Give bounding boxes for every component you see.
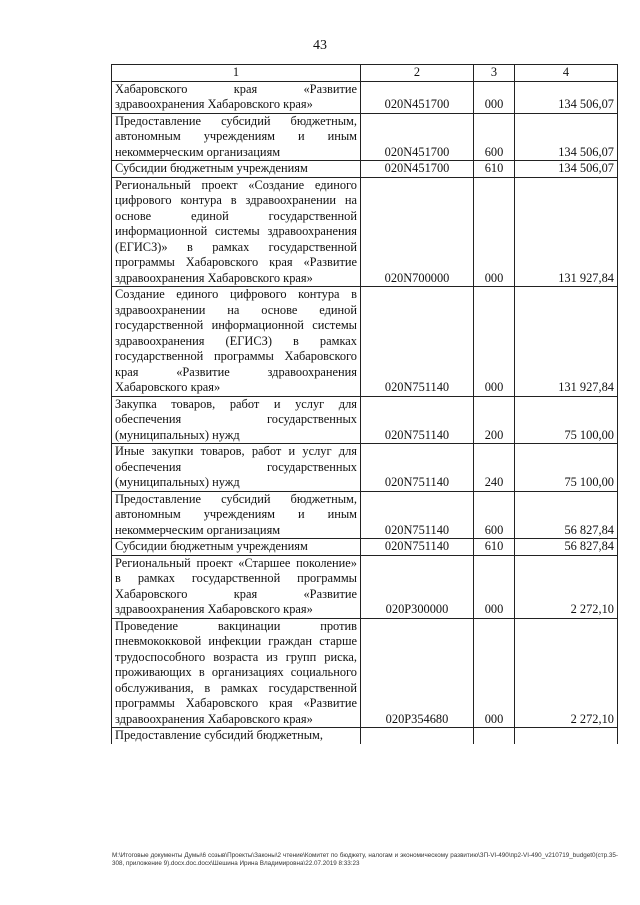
row-code: 020N700000 <box>361 177 474 287</box>
row-amount: 131 927,84 <box>515 177 618 287</box>
table-row <box>112 491 618 539</box>
table-row <box>112 81 618 113</box>
row-expense-type: 000 <box>474 618 515 728</box>
row-expense-type: 600 <box>474 491 515 539</box>
row-name: Проведение вакцинации против пневмококковой инфекции граждан старше трудоспособного возраста из групп риска, проживающих в организациях социального обслуживания, в рамках государственной программы Хабаровского края «Развитие здравоохранения Хабаровского края» <box>112 618 361 728</box>
row-expense-type: 240 <box>474 444 515 492</box>
row-name: Предоставление субсидий бюджетным, <box>112 728 361 744</box>
row-code: 020N751140 <box>361 491 474 539</box>
table-row-partial <box>112 728 618 744</box>
row-expense-type: 610 <box>474 161 515 178</box>
row-amount: 56 827,84 <box>515 539 618 556</box>
row-amount: 134 506,07 <box>515 113 618 161</box>
row-code: 020N751140 <box>361 539 474 556</box>
row-name: Субсидии бюджетным учреждениям <box>112 539 361 556</box>
row-name: Региональный проект «Создание единого цифрового контура в здравоохранении на основе единой государственной информационной системы здравоохранения (ЕГИСЗ)» в рамках государственной программы Хабаровского края «Развитие здравоохранения Хабаровского края» <box>112 177 361 287</box>
table-row <box>112 177 618 287</box>
row-code: 020N451700 <box>361 81 474 113</box>
row-amount: 75 100,00 <box>515 396 618 444</box>
row-name: Иные закупки товаров, работ и услуг для обеспечения государственных (муниципальных) нужд <box>112 444 361 492</box>
row-amount: 134 506,07 <box>515 161 618 178</box>
table-row <box>112 396 618 444</box>
row-expense-type: 610 <box>474 539 515 556</box>
budget-table <box>111 64 618 744</box>
row-code: 020N751140 <box>361 444 474 492</box>
row-amount: 131 927,84 <box>515 287 618 397</box>
row-expense-type: 600 <box>474 113 515 161</box>
row-expense-type: 000 <box>474 287 515 397</box>
row-name: Закупка товаров, работ и услуг для обеспечения государственных (муниципальных) нужд <box>112 396 361 444</box>
table-row <box>112 113 618 161</box>
row-code: 020N751140 <box>361 396 474 444</box>
row-expense-type: 000 <box>474 177 515 287</box>
table-row <box>112 555 618 618</box>
table-row <box>112 539 618 556</box>
row-amount: 56 827,84 <box>515 491 618 539</box>
header-col-1: 1 <box>112 65 361 82</box>
file-path-footer: M:\Итоговые документы Думы\6 созыв\Проекты\Законы\2 чтение\Комитет по бюджету, налогам и экономическому развитию\ЗП-VI-490\пр2-VI-490_v210719_budget0(стр.35-308, приложение 9).docx.doc.docx\Шешина Ирина Владимировна\22.07.2019 8:33:23 <box>112 852 618 867</box>
row-code: 020P300000 <box>361 555 474 618</box>
row-expense-type: 000 <box>474 81 515 113</box>
row-code: 020N451700 <box>361 113 474 161</box>
table-row <box>112 287 618 397</box>
row-amount: 2 272,10 <box>515 618 618 728</box>
row-code: 020N451700 <box>361 161 474 178</box>
table-row <box>112 444 618 492</box>
row-amount: 75 100,00 <box>515 444 618 492</box>
page-number: 43 <box>313 38 327 53</box>
row-name: Хабаровского края «Развитие здравоохранения Хабаровского края» <box>112 81 361 113</box>
empty-cell <box>474 728 515 744</box>
table-header-row <box>112 65 618 82</box>
empty-cell <box>361 728 474 744</box>
table-row <box>112 161 618 178</box>
row-name: Предоставление субсидий бюджетным, автономным учреждениям и иным некоммерческим организациям <box>112 113 361 161</box>
row-expense-type: 200 <box>474 396 515 444</box>
empty-cell <box>515 728 618 744</box>
table-row <box>112 618 618 728</box>
row-code: 020N751140 <box>361 287 474 397</box>
row-name: Субсидии бюджетным учреждениям <box>112 161 361 178</box>
header-col-3: 3 <box>474 65 515 82</box>
row-name: Региональный проект «Старшее поколение» в рамках государственной программы Хабаровского края «Развитие здравоохранения Хабаровского края» <box>112 555 361 618</box>
row-amount: 2 272,10 <box>515 555 618 618</box>
header-col-4: 4 <box>515 65 618 82</box>
row-name: Создание единого цифрового контура в здравоохранении на основе единой государственной информационной системы здравоохранения (ЕГИСЗ) в рамках государственной программы Хабаровского края «Развитие здравоохранения Хабаровского края» <box>112 287 361 397</box>
row-expense-type: 000 <box>474 555 515 618</box>
header-col-2: 2 <box>361 65 474 82</box>
row-name: Предоставление субсидий бюджетным, автономным учреждениям и иным некоммерческим организациям <box>112 491 361 539</box>
row-amount: 134 506,07 <box>515 81 618 113</box>
row-code: 020P354680 <box>361 618 474 728</box>
